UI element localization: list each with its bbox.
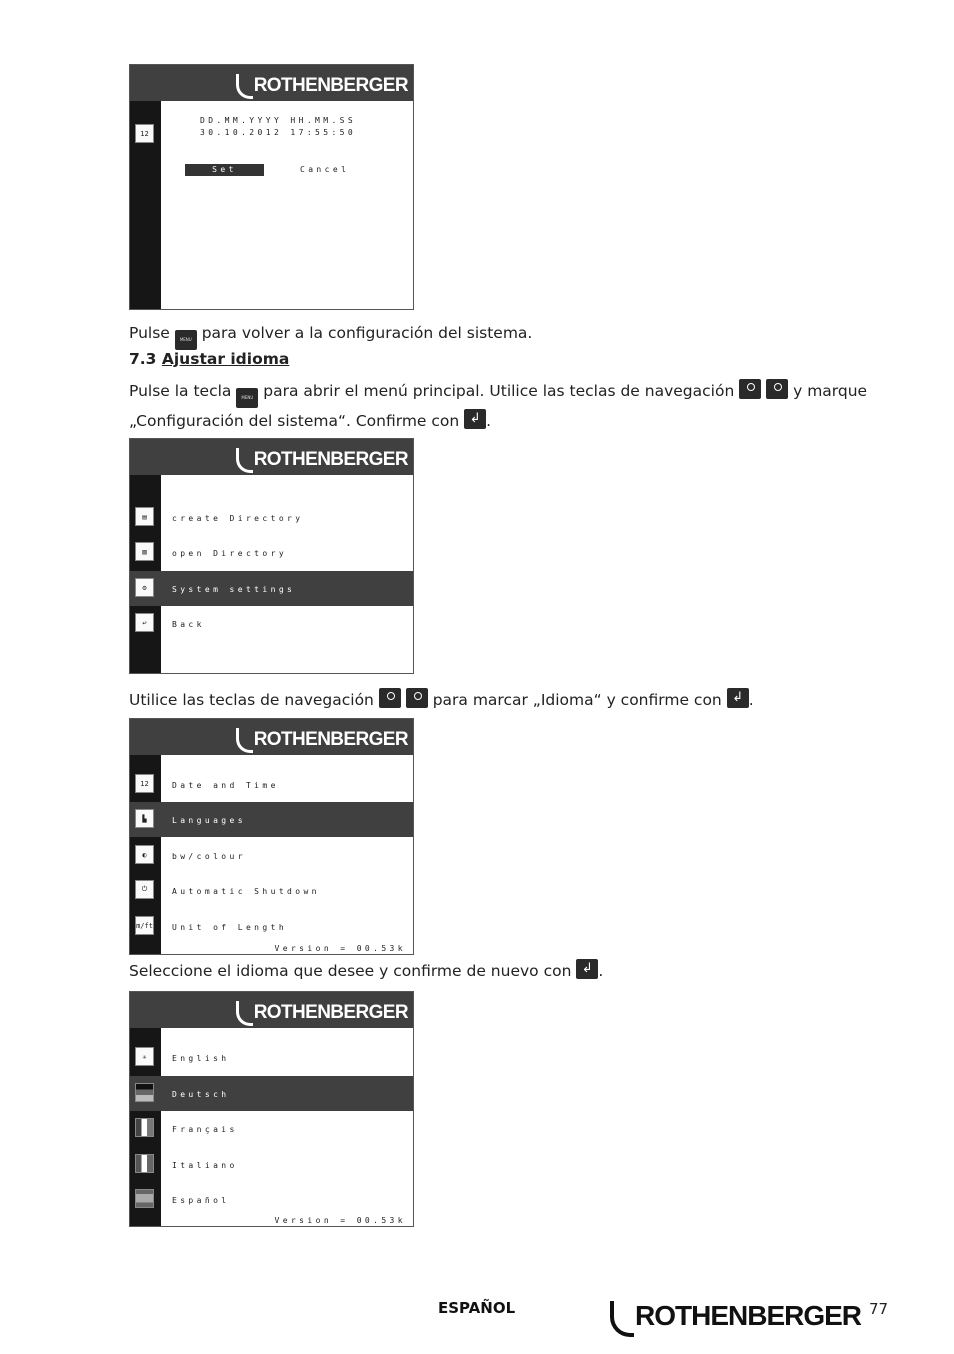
bw-colour-icon: ◐ <box>135 845 154 864</box>
page-number: 77 <box>869 1300 889 1318</box>
screen-sidebar <box>130 755 161 954</box>
french-flag-icon <box>135 1118 154 1137</box>
languages-icon: ▙ <box>135 809 154 828</box>
calendar-clock-icon: 12 <box>135 124 154 143</box>
nav-down-key-icon <box>406 688 428 708</box>
screen-body <box>161 755 413 954</box>
date-value-line[interactable]: 30.10.2012 17:55:50 <box>200 128 357 137</box>
language-item-italiano[interactable]: Italiano <box>172 1161 238 1170</box>
open-directory-icon: ▧ <box>135 542 154 561</box>
enter-key-icon <box>464 409 486 429</box>
nav-down-key-icon <box>766 379 788 399</box>
section-heading: 7.3 Ajustar idioma <box>129 350 290 368</box>
system-settings-screen <box>129 718 414 955</box>
menu-item-system-settings[interactable]: System settings <box>161 571 413 606</box>
screen-header <box>130 439 413 475</box>
enter-key-icon <box>727 688 749 708</box>
language-item-deutsch[interactable]: Deutsch <box>161 1076 413 1111</box>
set-button[interactable]: Set <box>185 164 264 176</box>
nav-up-key-icon <box>739 379 761 399</box>
menu-item-open-directory[interactable]: open Directory <box>172 549 288 558</box>
screen-body <box>161 1028 413 1226</box>
settings-gears-icon: ⚙ <box>135 578 154 597</box>
cancel-button[interactable]: Cancel <box>300 165 350 174</box>
back-arrow-icon: ↩ <box>135 613 154 632</box>
menu-item-date-and-time[interactable]: Date and Time <box>172 781 279 790</box>
language-item-francais[interactable]: Français <box>172 1125 238 1134</box>
uk-flag-icon: ✳ <box>135 1047 154 1066</box>
date-time-screen <box>129 64 414 310</box>
german-flag-icon <box>135 1083 154 1102</box>
paragraph-return: Pulse MENU para volver a la configuración del sistema. <box>129 322 532 350</box>
enter-key-icon <box>576 959 598 979</box>
screen-body <box>161 101 413 309</box>
screen-sidebar <box>130 475 161 673</box>
menu-item-languages[interactable]: Languages <box>161 802 413 837</box>
screen-sidebar <box>130 101 161 309</box>
rothenberger-logo: ROTHENBERGER <box>236 997 408 1022</box>
paragraph-open-menu-line1: Pulse la tecla MENU para abrir el menú principal. Utilice las teclas de navegación y marque <box>129 379 867 408</box>
version-label: Version = 00.53k <box>274 1216 406 1225</box>
footer-rothenberger-logo: ROTHENBERGER <box>610 1294 861 1330</box>
menu-item-back[interactable]: Back <box>172 620 205 629</box>
screen-body <box>161 475 413 673</box>
language-item-espanol[interactable]: Español <box>172 1196 230 1205</box>
menu-item-unit-of-length[interactable]: Unit of Length <box>172 923 288 932</box>
unit-length-icon: m/ft <box>135 916 154 935</box>
menu-item-bw-colour[interactable]: bw/colour <box>172 852 246 861</box>
nav-up-key-icon <box>379 688 401 708</box>
rothenberger-logo: ROTHENBERGER <box>236 724 408 749</box>
paragraph-select-language: Utilice las teclas de navegación para marcar „Idioma“ y confirme con ↲ . <box>129 688 754 711</box>
screen-header <box>130 992 413 1028</box>
rothenberger-logo: ROTHENBERGER <box>236 444 408 469</box>
language-item-english[interactable]: English <box>172 1054 230 1063</box>
menu-key-icon: MENU <box>175 330 197 350</box>
menu-key-icon: MENU <box>236 388 258 408</box>
main-menu-screen <box>129 438 414 674</box>
calendar-clock-icon: 12 <box>135 774 154 793</box>
create-directory-icon: ▤ <box>135 507 154 526</box>
menu-item-create-directory[interactable]: create Directory <box>172 514 304 523</box>
version-label: Version = 00.53k <box>274 944 406 953</box>
paragraph-open-menu-line2: „Configuración del sistema“. Confirme con ↲ . <box>129 409 491 432</box>
menu-item-automatic-shutdown[interactable]: Automatic Shutdown <box>172 887 320 896</box>
languages-screen <box>129 991 414 1227</box>
screen-header <box>130 65 413 101</box>
screen-sidebar <box>130 1028 161 1226</box>
power-shutdown-icon: ⏻ <box>135 880 154 899</box>
screen-header <box>130 719 413 755</box>
date-format-line: DD.MM.YYYY HH.MM.SS <box>200 116 357 125</box>
italian-flag-icon <box>135 1154 154 1173</box>
spanish-flag-icon <box>135 1189 154 1208</box>
footer-language: ESPAÑOL <box>438 1299 516 1317</box>
paragraph-confirm-language: Seleccione el idioma que desee y confirme de nuevo con ↲ . <box>129 959 603 982</box>
rothenberger-logo: ROTHENBERGER <box>236 70 408 95</box>
